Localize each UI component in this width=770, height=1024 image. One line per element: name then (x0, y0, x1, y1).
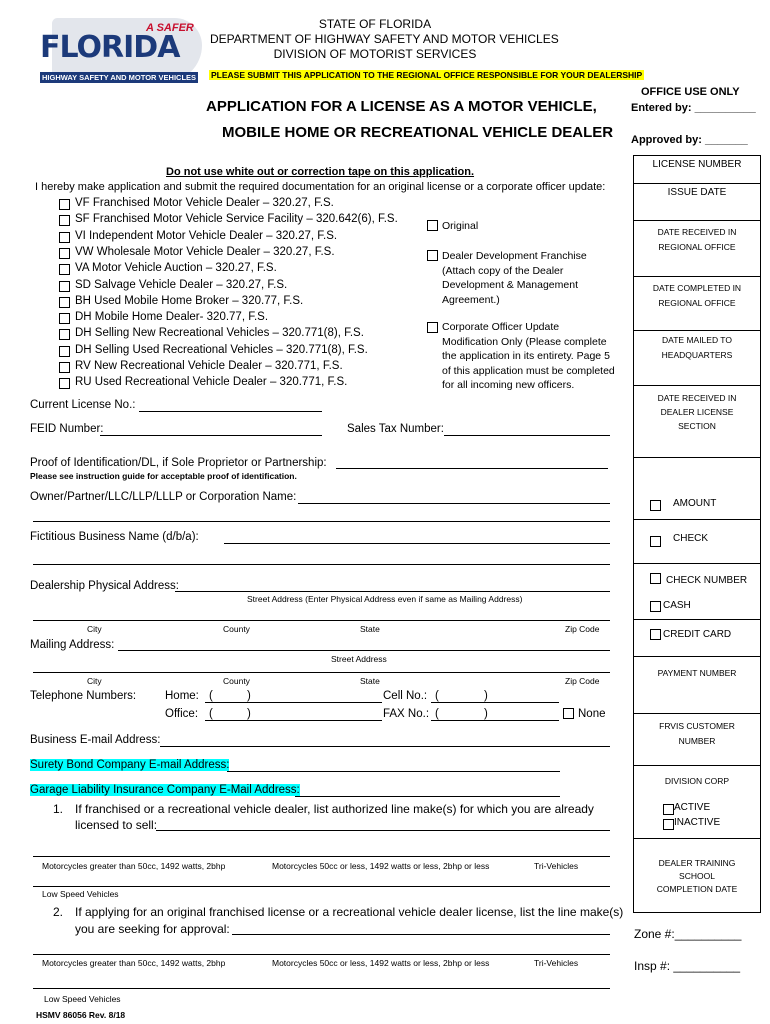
license-type-checkbox[interactable] (59, 281, 70, 292)
home-phone-input[interactable] (205, 702, 382, 703)
garage-email-input[interactable] (295, 796, 560, 797)
ddf-line-2: (Attach copy of the Dealer (442, 264, 564, 277)
date-received-dealer-box[interactable] (633, 386, 761, 458)
q2-moto-big: Motorcycles greater than 50cc, 1492 watts, 2bhp (42, 958, 226, 968)
mailing-street-label: Street Address (331, 654, 387, 664)
physical-county-label: County (223, 624, 250, 634)
cash-label: CASH (663, 600, 691, 611)
fax-paren-close: ) (484, 708, 488, 720)
license-type-checkbox[interactable] (59, 297, 70, 308)
agency-header (210, 17, 559, 62)
check-label: CHECK (673, 533, 709, 544)
license-type-label: SD Salvage Vehicle Dealer – 320.27, F.S. (75, 279, 288, 291)
sales-tax-input[interactable] (444, 435, 610, 436)
license-type-checkbox[interactable] (59, 313, 70, 324)
regional-office-label: REGIONAL OFFICE (658, 242, 736, 252)
license-type-checkbox[interactable] (59, 329, 70, 340)
active-checkbox[interactable] (663, 804, 674, 815)
corporate-officer-text (442, 320, 615, 393)
q1-moto-small: Motorcycles 50cc or less, 1492 watts or less, 2bhp or less (272, 861, 490, 871)
mailing-county-label: County (223, 676, 250, 686)
original-checkbox[interactable] (427, 220, 438, 231)
ddf-line-1: Dealer Development Franchise (442, 250, 587, 262)
amount-checkbox[interactable] (650, 500, 661, 511)
division-corp-label: DIVISION CORP (664, 776, 730, 786)
current-license-label: Current License No.: (30, 399, 136, 411)
mailing-address-label: Mailing Address: (30, 639, 115, 651)
license-type-checkbox[interactable] (59, 378, 70, 389)
license-type-label: VF Franchised Motor Vehicle Dealer – 320.27, F.S. (75, 197, 334, 209)
dba-input-line-2[interactable] (33, 564, 610, 565)
license-type-label: RU Used Recreational Vehicle Dealer – 320.771, F.S. (75, 376, 348, 388)
license-type-label: DH Mobile Home Dealer- 320.77, F.S. (75, 311, 269, 323)
mailing-address-input[interactable] (118, 650, 610, 651)
fax-none-checkbox[interactable] (563, 708, 574, 719)
license-type-label: SF Franchised Motor Vehicle Service Facility – 320.642(6), F.S. (75, 213, 398, 225)
office-phone-input[interactable] (205, 720, 382, 721)
q2-makes-line-2[interactable] (33, 954, 610, 955)
surety-email-input[interactable] (227, 771, 560, 772)
active-label: ACTIVE (674, 802, 711, 813)
license-type-checkbox[interactable] (59, 346, 70, 357)
fax-label: FAX No.: (383, 708, 430, 720)
date-received-label: DATE RECEIVED IN (657, 227, 737, 237)
proof-id-label: Proof of Identification/DL, if Sole Proprietor or Partnership: (30, 457, 327, 469)
credit-card-label: CREDIT CARD (663, 629, 732, 640)
mailing-state-label: State (360, 676, 380, 686)
cash-checkbox[interactable] (650, 601, 661, 612)
issue-date-box[interactable] (633, 184, 761, 221)
office-use-heading: OFFICE USE ONLY (641, 86, 740, 98)
dealer-license-label: DEALER LICENSE (660, 407, 734, 417)
license-number-label: LICENSE NUMBER (652, 159, 742, 170)
florida-logo (38, 14, 208, 86)
zone-field[interactable]: Zone #:__________ (634, 927, 742, 941)
q1-categories-line[interactable] (33, 886, 610, 887)
payment-number-box[interactable] (633, 657, 761, 714)
q2-makes-input[interactable] (232, 934, 610, 935)
license-type-checkbox[interactable] (59, 362, 70, 373)
surety-email-label: Surety Bond Company E-mail Address: (30, 759, 230, 771)
training-label-2: SCHOOL (679, 871, 715, 881)
cou-line-2: Modification Only (Please complete (442, 335, 607, 348)
department-name: DEPARTMENT OF HIGHWAY SAFETY AND MOTOR VEHICLES (210, 32, 559, 46)
business-email-input[interactable] (160, 746, 610, 747)
q2-low-speed: Low Speed Vehicles (44, 994, 121, 1004)
q1-number: 1. (53, 802, 64, 816)
original-label: Original (442, 220, 479, 232)
form-number: HSMV 86056 Rev. 8/18 (36, 1010, 126, 1020)
current-license-input[interactable] (139, 411, 322, 412)
amount-label: AMOUNT (673, 498, 717, 509)
feid-label: FEID Number: (30, 423, 104, 435)
q2-tri: Tri-Vehicles (534, 958, 579, 968)
check-checkbox[interactable] (650, 536, 661, 547)
insp-field[interactable]: Insp #: __________ (634, 959, 741, 973)
mailing-city-line[interactable] (33, 672, 610, 673)
home-paren-open: ( (209, 690, 213, 702)
no-whiteout-notice: Do not use white out or correction tape on this application. (166, 166, 475, 178)
issue-date-label: ISSUE DATE (667, 187, 727, 198)
q1-tri: Tri-Vehicles (534, 861, 579, 871)
license-number-box[interactable] (633, 155, 761, 184)
check-number-label: CHECK NUMBER (666, 575, 748, 586)
office-paren-close: ) (247, 708, 251, 720)
q1-low-speed: Low Speed Vehicles (42, 889, 119, 899)
check-number-box (633, 564, 761, 620)
license-type-label: DH Selling New Recreational Vehicles – 320.771(8), F.S. (75, 327, 364, 339)
q1-text-line1: If franchised or a recreational vehicle dealer, list authorized line make(s) for which you are already (75, 802, 594, 816)
training-label-3: COMPLETION DATE (656, 884, 738, 894)
dealer-development-checkbox[interactable] (427, 250, 438, 261)
form-title-line2: MOBILE HOME OR RECREATIONAL VEHICLE DEALER (222, 124, 614, 141)
business-email-label: Business E-mail Address: (30, 734, 161, 746)
logo-wordmark: FLORIDA (40, 30, 180, 65)
license-type-checkbox[interactable] (59, 215, 70, 226)
state-name: STATE OF FLORIDA (318, 17, 432, 31)
date-mailed-hq-box[interactable] (633, 331, 761, 386)
mailing-city-label: City (87, 676, 102, 686)
training-label-1: DEALER TRAINING (658, 858, 736, 868)
feid-input[interactable] (100, 435, 322, 436)
amount-box (633, 458, 761, 520)
mailing-zip-label: Zip Code (565, 676, 600, 686)
telephone-label: Telephone Numbers: (30, 690, 137, 702)
physical-street-note: Street Address (Enter Physical Address even if same as Mailing Address) (247, 594, 523, 604)
cou-line-4: of this application must be completed (442, 364, 615, 377)
ddf-line-3: Development & Management (442, 279, 578, 291)
license-type-label: RV New Recreational Vehicle Dealer – 320.771, F.S. (75, 360, 343, 372)
headquarters-label: HEADQUARTERS (661, 350, 733, 360)
office-phone-label: Office: (165, 708, 199, 720)
physical-city-line[interactable] (33, 620, 610, 621)
approved-by-field[interactable]: Approved by: _______ (631, 134, 748, 146)
q2-number: 2. (53, 905, 64, 919)
cou-line-3: the application in its entirety. Page 5 (442, 350, 610, 362)
owner-input-line-2[interactable] (33, 521, 610, 522)
q2-text-line2: you are seeking for approval: (75, 922, 230, 936)
cell-paren-close: ) (484, 690, 488, 702)
home-phone-label: Home: (165, 690, 199, 702)
physical-city-label: City (87, 624, 102, 634)
cell-label: Cell No.: (383, 690, 428, 702)
cou-line-5: for all incoming new officers. (442, 379, 575, 391)
license-type-label: DH Selling Used Recreational Vehicles – 320.771(8), F.S. (75, 344, 368, 356)
cell-input[interactable] (431, 702, 559, 703)
proof-id-input[interactable] (336, 468, 608, 469)
ddf-line-4: Agreement.) (442, 293, 500, 306)
fax-none-label: None (578, 708, 606, 720)
proof-id-note: Please see instruction guide for acceptable proof of identification. (30, 471, 297, 481)
q2-categories-line[interactable] (33, 988, 610, 989)
office-paren-open: ( (209, 708, 213, 720)
corporate-officer-checkbox[interactable] (427, 322, 438, 333)
form-title-line1: APPLICATION FOR A LICENSE AS A MOTOR VEHICLE, (206, 98, 597, 115)
credit-card-box (633, 620, 761, 657)
q1-moto-big: Motorcycles greater than 50cc, 1492 watts, 2bhp (42, 861, 226, 871)
logo-tagline: A SAFER (146, 22, 194, 34)
check-number-checkbox[interactable] (650, 573, 661, 584)
date-completed-regional-box[interactable] (633, 277, 761, 331)
license-type-label: VI Independent Motor Vehicle Dealer – 320.27, F.S. (75, 230, 338, 242)
date-completed-label: DATE COMPLETED IN (652, 283, 742, 293)
dealer-development-text (442, 249, 587, 307)
q2-text-line1: If applying for an original franchised license or a recreational vehicle dealer license, list the line make(s) (75, 905, 624, 919)
q1-text-line2: licensed to sell: (75, 818, 158, 832)
frvis-box[interactable] (633, 714, 761, 766)
frvis-label: FRVIS CUSTOMER (659, 721, 735, 731)
physical-zip-label: Zip Code (565, 624, 600, 634)
division-name: DIVISION OF MOTORIST SERVICES (273, 47, 477, 61)
check-box-area (633, 520, 761, 564)
fax-paren-open: ( (435, 708, 439, 720)
license-type-checkbox[interactable] (59, 248, 70, 259)
division-corp-box (633, 766, 761, 839)
dealer-training-box[interactable] (633, 839, 761, 913)
q1-makes-input[interactable] (156, 830, 610, 831)
cell-paren-open: ( (435, 690, 439, 702)
dba-input[interactable] (224, 543, 610, 544)
license-type-checkbox[interactable] (59, 199, 70, 210)
license-type-checkbox[interactable] (59, 264, 70, 275)
application-intro: I hereby make application and submit the required documentation for an original license or a corporate officer update: (35, 181, 606, 193)
fax-input[interactable] (431, 720, 559, 721)
credit-card-checkbox[interactable] (650, 629, 661, 640)
license-type-label: VA Motor Vehicle Auction – 320.27, F.S. (75, 262, 277, 274)
frvis-number-label: NUMBER (678, 736, 716, 746)
license-type-label: VW Wholesale Motor Vehicle Dealer – 320.27, F.S. (75, 246, 335, 258)
inactive-label: INACTIVE (674, 817, 721, 828)
submit-notice: PLEASE SUBMIT THIS APPLICATION TO THE REGIONAL OFFICE RESPONSIBLE FOR YOUR DEALERSHIP (211, 70, 643, 80)
cou-line-1: Corporate Officer Update (442, 321, 560, 333)
section-label: SECTION (678, 421, 716, 431)
license-type-label: BH Used Mobile Home Broker – 320.77, F.S. (75, 295, 304, 307)
date-received-dealer-label: DATE RECEIVED IN (657, 393, 737, 403)
regional-office-label-2: REGIONAL OFFICE (658, 298, 736, 308)
owner-label: Owner/Partner/LLC/LLP/LLLP or Corporation Name: (30, 491, 297, 503)
q1-makes-line-2[interactable] (33, 856, 610, 857)
license-type-checkbox[interactable] (59, 232, 70, 243)
physical-address-input[interactable] (175, 591, 610, 592)
physical-address-label: Dealership Physical Address: (30, 580, 179, 592)
inactive-checkbox[interactable] (663, 819, 674, 830)
home-paren-close: ) (247, 690, 251, 702)
logo-subtitle: HIGHWAY SAFETY AND MOTOR VEHICLES (42, 73, 197, 82)
date-mailed-label: DATE MAILED TO (662, 335, 732, 345)
payment-number-label: PAYMENT NUMBER (657, 668, 737, 678)
q2-moto-small: Motorcycles 50cc or less, 1492 watts or less, 2bhp or less (272, 958, 490, 968)
entered-by-field[interactable]: Entered by: __________ (631, 102, 756, 114)
dba-label: Fictitious Business Name (d/b/a): (30, 531, 199, 543)
physical-state-label: State (360, 624, 380, 634)
owner-input[interactable] (298, 503, 610, 504)
garage-email-label: Garage Liability Insurance Company E-Mail Address: (30, 784, 300, 796)
date-received-regional-box[interactable] (633, 221, 761, 277)
sales-tax-label: Sales Tax Number: (347, 423, 444, 435)
